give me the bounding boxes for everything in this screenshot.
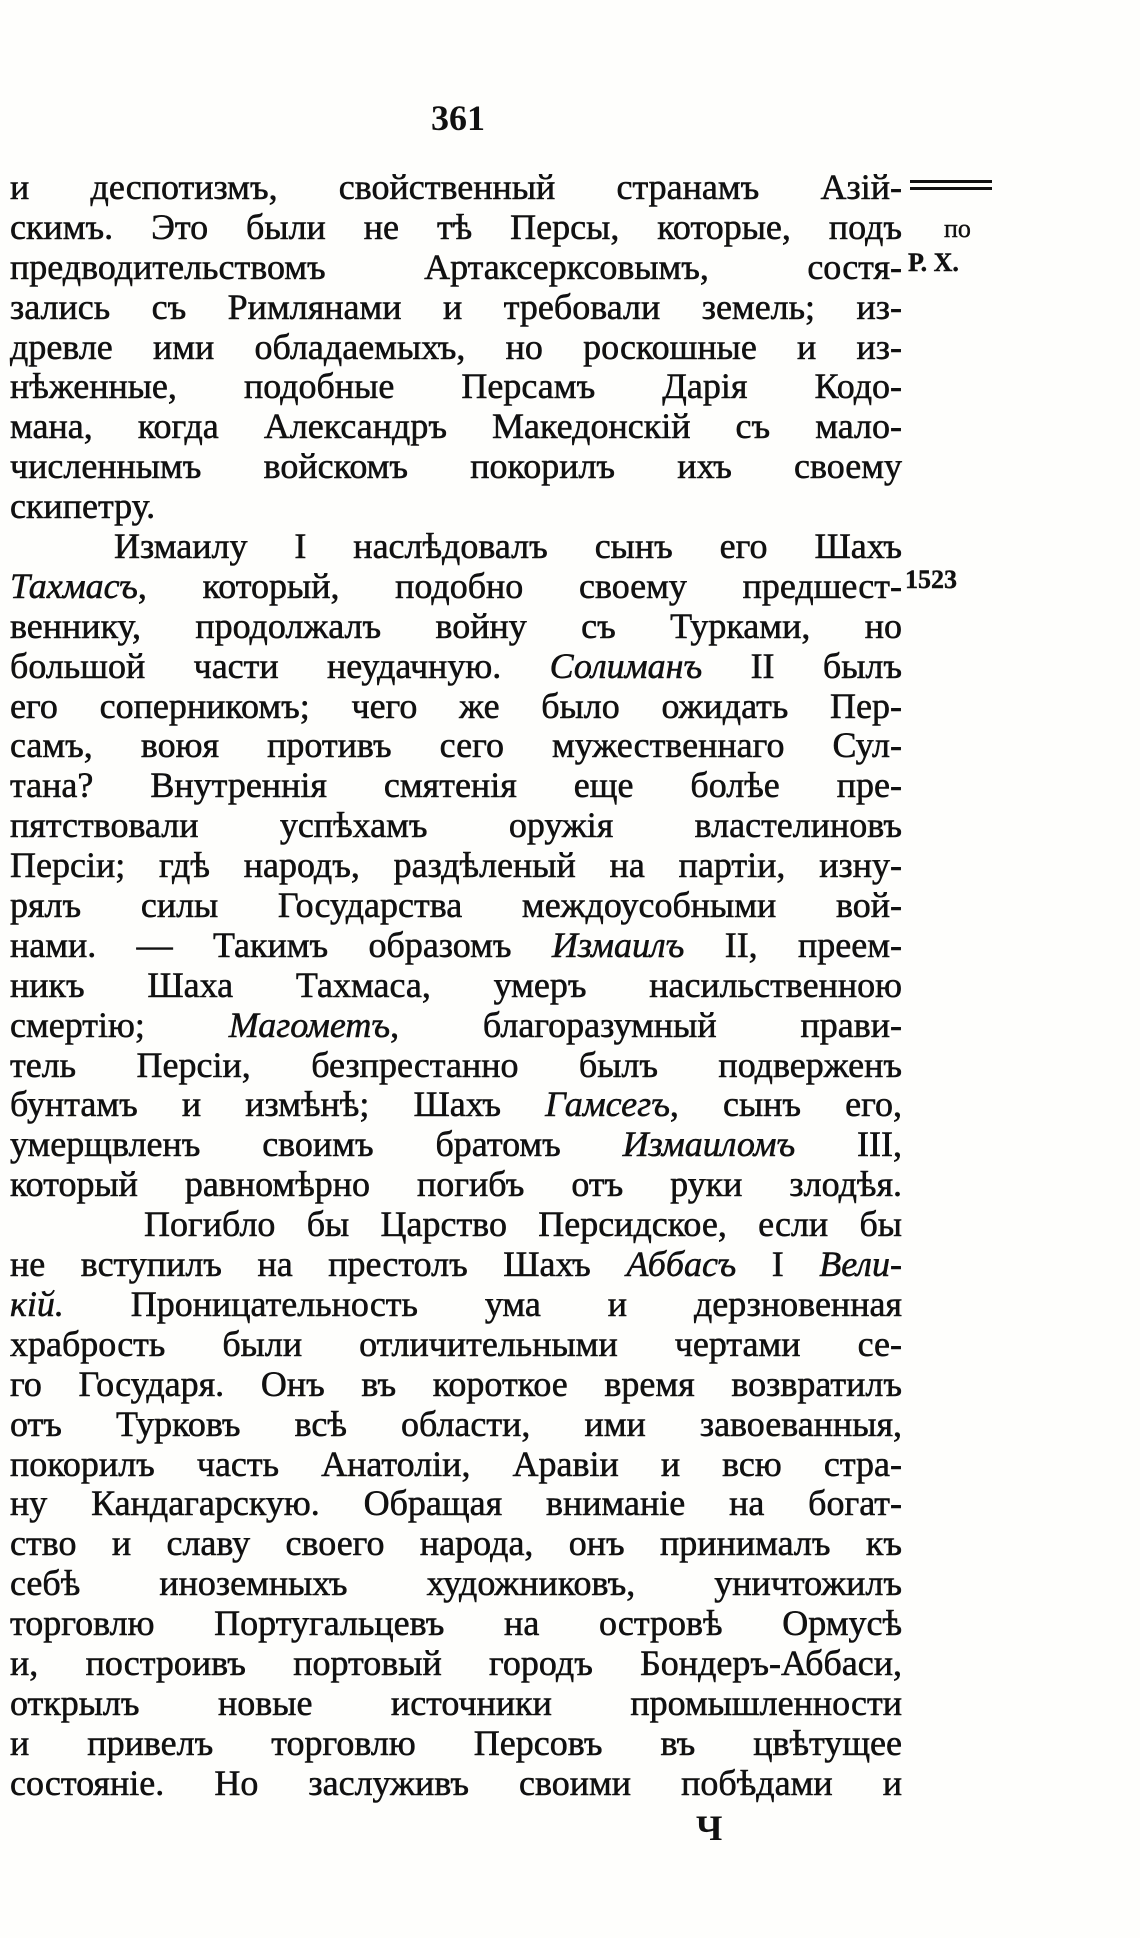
italic-name: Аббасъ [626, 1244, 737, 1285]
body-text [10, 168, 902, 1804]
line-text: предводительствомъ Артаксерксовымъ, состя- [10, 246, 902, 287]
line-text: мана, когда Александръ Македонскій съ мало- [10, 406, 902, 447]
line-text: веннику, продолжалъ войну съ Турками, но [10, 605, 902, 646]
margin-double-rule [910, 187, 992, 190]
text-line [10, 687, 902, 727]
line-text: торговлю Португальцевъ на островѣ Ормусѣ [10, 1603, 902, 1644]
text-line [10, 567, 902, 607]
text-line [10, 1524, 902, 1564]
text-line [10, 1006, 902, 1046]
margin-note-era-top: по [944, 214, 971, 243]
text-line [10, 1644, 902, 1684]
text-line [10, 1205, 902, 1245]
text-line [10, 1325, 902, 1365]
text-line [10, 288, 902, 328]
text-line [10, 168, 902, 208]
text-line [10, 1764, 902, 1804]
line-text: храбрость были отличительными чертами се- [10, 1323, 902, 1364]
line-text: II, преем- [684, 924, 903, 965]
text-line [10, 208, 902, 248]
line-text: нами. — Такимъ образомъ [10, 924, 552, 965]
line-text: пятствовали успѣхамъ оружія властелиновъ [10, 805, 902, 846]
italic-name: Вели- [819, 1244, 902, 1285]
line-text: зались съ Римлянами и требовали земель; из- [10, 286, 902, 327]
italic-name: кій. [10, 1283, 64, 1324]
line-text: , который, подобно своему предшест- [137, 565, 902, 606]
text-line [10, 527, 902, 567]
line-text: Персіи; гдѣ народъ, раздѣленый на партіи, изну- [10, 845, 902, 886]
line-text: себѣ иноземныхъ художниковъ, уничтожилъ [10, 1563, 902, 1604]
line-text: тель Персіи, безпрестанно былъ подверженъ [10, 1044, 902, 1085]
line-text: самъ, воюя противъ сего мужественнаго Сул- [10, 725, 902, 766]
text-line [10, 1165, 902, 1205]
italic-name: Тахмасъ [10, 565, 138, 606]
line-text: го Государя. Онъ въ короткое время возвратилъ [10, 1363, 902, 1404]
text-line [10, 1125, 902, 1165]
text-line [10, 1445, 902, 1485]
text-line [10, 926, 902, 966]
line-text: бунтамъ и измѣнѣ; Шахъ [10, 1084, 546, 1125]
line-text: смертію; [10, 1004, 229, 1045]
text-line [10, 607, 902, 647]
line-text: никъ Шаха Тахмаса, умеръ насильственною [10, 964, 902, 1005]
line-text: II былъ [702, 645, 902, 686]
italic-name: Магометъ [228, 1004, 391, 1045]
line-text: , благоразумный прави- [390, 1004, 902, 1045]
text-line [10, 1604, 902, 1644]
text-line [10, 1724, 902, 1764]
line-text: I [736, 1244, 820, 1285]
line-text: и, построивъ портовый городъ Бондеръ-Аббаси, [10, 1642, 902, 1683]
line-text: скимъ. Это были не тѣ Персы, которые, подъ [10, 206, 902, 247]
text-line [10, 407, 902, 447]
text-line [10, 447, 902, 487]
line-text: его соперникомъ; чего же было ожидать Пер- [10, 685, 902, 726]
text-line [10, 806, 902, 846]
line-text: Проницательность ума и дерзновенная [63, 1283, 902, 1324]
line-text: Погибло бы Царство Персидское, если бы [144, 1204, 902, 1245]
catchword: Ч [696, 1808, 723, 1848]
text-line [10, 367, 902, 407]
line-text: древле ими обладаемыхъ, но роскошные и из- [10, 326, 902, 367]
text-line [10, 1085, 902, 1125]
margin-double-rule [910, 180, 992, 183]
text-line [10, 1405, 902, 1445]
line-text: и деспотизмъ, свойственный странамъ Азій- [10, 167, 902, 207]
text-line [10, 886, 902, 926]
line-text: численнымъ войскомъ покорилъ ихъ своему [10, 446, 902, 487]
text-line [10, 1484, 902, 1524]
text-line [10, 1365, 902, 1405]
text-line [10, 1046, 902, 1086]
line-text: отъ Турковъ всѣ области, ими завоеванныя, [10, 1403, 902, 1444]
text-line [10, 1285, 902, 1325]
italic-name: Солиманъ [549, 645, 703, 686]
line-text: III, [795, 1124, 903, 1165]
line-text: , сынъ его, [669, 1084, 902, 1125]
line-text: и привелъ торговлю Персовъ въ цвѣтущее [10, 1722, 902, 1763]
line-text: тана? Внутреннія смятенія еще болѣе пре- [10, 765, 902, 806]
line-text: не вступилъ на престолъ Шахъ [10, 1244, 627, 1285]
line-text: который равномѣрно погибъ отъ руки злодѣя. [10, 1164, 902, 1205]
text-line [10, 487, 902, 527]
text-line [10, 1564, 902, 1604]
line-text: скипетру. [10, 486, 156, 527]
text-line [10, 846, 902, 886]
line-text: рялъ силы Государства междоусобными вой- [10, 885, 902, 926]
italic-name: Гамсегъ [545, 1084, 670, 1125]
text-line [10, 966, 902, 1006]
line-text: нѣженные, подобные Персамъ Дарія Кодо- [10, 366, 902, 407]
text-line [10, 1684, 902, 1724]
line-text: Измаилу I наслѣдовалъ сынъ его Шахъ [114, 526, 902, 567]
text-line [10, 647, 902, 687]
text-line [10, 328, 902, 368]
italic-name: Измаиломъ [622, 1124, 796, 1165]
line-text: открылъ новые источники промышленности [10, 1682, 902, 1723]
line-text: большой части неудачную. [10, 645, 550, 686]
text-line [10, 726, 902, 766]
line-text: ство и славу своего народа, онъ принималъ къ [10, 1523, 902, 1564]
margin-note-era-bottom: Р. Х. [908, 248, 959, 277]
line-text: покорилъ часть Анатоліи, Аравіи и всю стра- [10, 1443, 902, 1484]
text-line [10, 766, 902, 806]
text-line [10, 1245, 902, 1285]
line-text: умерщвленъ своимъ братомъ [10, 1124, 623, 1165]
page-number: 361 [431, 98, 485, 138]
margin-note-year: 1523 [905, 565, 957, 594]
line-text: ну Кандагарскую. Обращая вниманіе на богат- [10, 1483, 902, 1524]
italic-name: Измаилъ [551, 924, 685, 965]
line-text: состояніе. Но заслуживъ своими побѣдами и [10, 1762, 902, 1803]
text-line [10, 248, 902, 288]
